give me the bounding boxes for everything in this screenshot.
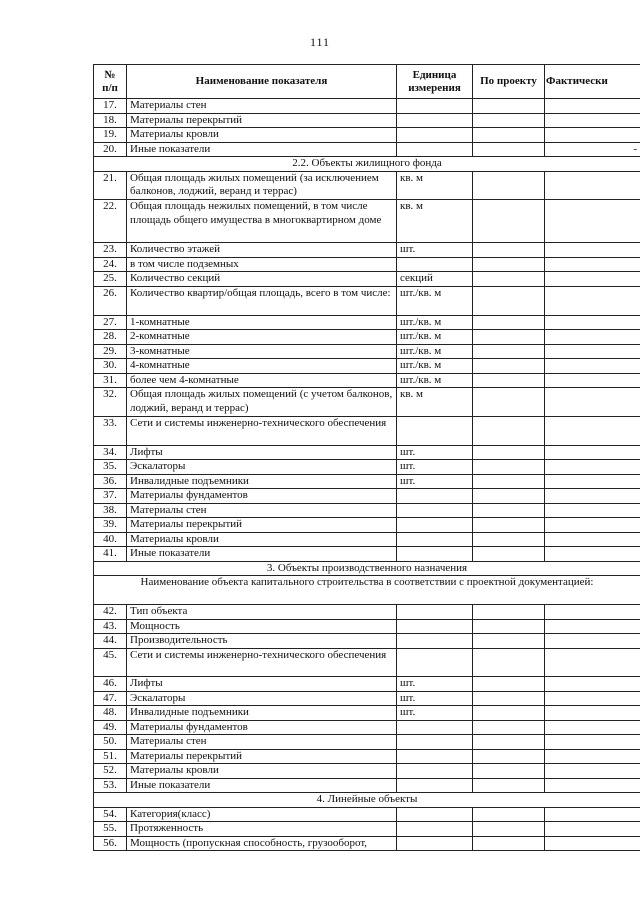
row-actual [545,706,640,721]
row-unit [397,489,473,504]
row-project [473,359,545,374]
row-number: 34. [94,445,127,460]
table-row [94,764,640,779]
row-name: Количество секций [127,272,397,287]
row-project [473,720,545,735]
row-project [473,286,545,315]
row-project [473,735,545,750]
table-row [94,373,640,388]
row-name: Общая площадь жилых помещений (с учетом балконов, лоджий, веранд и террас) [127,388,397,417]
row-actual [545,532,640,547]
row-number: 31. [94,373,127,388]
table-row [94,605,640,620]
section-row [94,793,640,808]
row-actual [545,315,640,330]
row-actual: - [545,142,640,157]
row-actual [545,720,640,735]
row-unit: шт./кв. м [397,373,473,388]
table-row [94,619,640,634]
row-number: 48. [94,706,127,721]
row-unit [397,749,473,764]
row-actual [545,503,640,518]
table-row [94,706,640,721]
table-row [94,503,640,518]
row-unit [397,778,473,793]
section-title: 4. Линейные объекты [94,793,640,808]
header-project: По проекту [473,65,545,99]
row-actual [545,200,640,243]
row-actual [545,764,640,779]
row-unit [397,142,473,157]
row-actual [545,778,640,793]
row-number: 23. [94,243,127,258]
row-name: 1-комнатные [127,315,397,330]
row-actual [545,359,640,374]
row-number: 21. [94,171,127,200]
table-row [94,547,640,562]
table-row [94,359,640,374]
row-project [473,330,545,345]
row-actual [545,749,640,764]
row-name: Материалы перекрытий [127,749,397,764]
row-actual [545,648,640,677]
row-number: 30. [94,359,127,374]
row-number: 27. [94,315,127,330]
row-number: 32. [94,388,127,417]
row-project [473,113,545,128]
row-project [473,388,545,417]
row-number: 53. [94,778,127,793]
row-actual [545,128,640,143]
row-project [473,200,545,243]
row-name: Сети и системы инженерно-технического обеспечения [127,648,397,677]
row-name: более чем 4-комнатные [127,373,397,388]
row-number: 56. [94,836,127,851]
row-project [473,532,545,547]
table-row [94,460,640,475]
row-actual [545,445,640,460]
section-row [94,561,640,576]
row-project [473,807,545,822]
table-row [94,99,640,114]
row-project [473,619,545,634]
row-actual [545,171,640,200]
row-project [473,749,545,764]
table-row [94,243,640,258]
row-number: 39. [94,518,127,533]
row-project [473,257,545,272]
row-project [473,503,545,518]
table-row [94,691,640,706]
row-actual [545,344,640,359]
row-actual [545,272,640,287]
row-actual [545,518,640,533]
row-number: 18. [94,113,127,128]
row-actual [545,489,640,504]
table-row [94,272,640,287]
row-unit [397,605,473,620]
row-actual [545,836,640,851]
row-number: 36. [94,474,127,489]
table-row [94,445,640,460]
row-name: Мощность (пропускная способность, грузооборот, [127,836,397,851]
row-number: 38. [94,503,127,518]
row-project [473,836,545,851]
row-project [473,171,545,200]
row-name: 4-комнатные [127,359,397,374]
row-number: 37. [94,489,127,504]
section-title: 3. Объекты производственного назначения [94,561,640,576]
row-actual [545,822,640,837]
row-name: Материалы стен [127,503,397,518]
row-name: 3-комнатные [127,344,397,359]
row-name: Протяженность [127,822,397,837]
table-row [94,489,640,504]
indicators-table [93,64,640,851]
row-project [473,315,545,330]
row-actual [545,677,640,692]
row-actual [545,373,640,388]
row-actual [545,735,640,750]
row-name: Мощность [127,619,397,634]
table-row [94,142,640,157]
row-name: Общая площадь жилых помещений (за исключением балконов, лоджий, веранд и террас) [127,171,397,200]
row-name: Материалы фундаментов [127,720,397,735]
row-name: Материалы фундаментов [127,489,397,504]
row-name: Лифты [127,677,397,692]
row-actual [545,417,640,446]
table-row [94,330,640,345]
table-row [94,749,640,764]
row-name: Иные показатели [127,547,397,562]
row-unit: шт. [397,445,473,460]
row-project [473,677,545,692]
section-row [94,576,640,605]
row-number: 41. [94,547,127,562]
row-unit [397,735,473,750]
row-unit [397,113,473,128]
header-number: № п/п [94,65,127,99]
row-project [473,778,545,793]
table-row [94,344,640,359]
row-name: Иные показатели [127,142,397,157]
row-number: 51. [94,749,127,764]
row-name: Материалы перекрытий [127,518,397,533]
section-row [94,157,640,172]
row-unit [397,822,473,837]
row-name: Общая площадь нежилых помещений, в том числе площадь общего имущества в многоквартирном доме [127,200,397,243]
row-unit: шт./кв. м [397,315,473,330]
row-actual [545,460,640,475]
row-unit: шт. [397,460,473,475]
row-project [473,272,545,287]
header-name: Наименование показателя [127,65,397,99]
row-name: Производительность [127,634,397,649]
row-number: 40. [94,532,127,547]
row-number: 29. [94,344,127,359]
row-unit [397,257,473,272]
table-row [94,417,640,446]
row-unit [397,417,473,446]
row-actual [545,691,640,706]
header-unit: Единица измерения [397,65,473,99]
row-number: 17. [94,99,127,114]
row-actual [545,619,640,634]
table-row [94,388,640,417]
row-number: 45. [94,648,127,677]
section-title: 2.2. Объекты жилищного фонда [94,157,640,172]
row-name: Категория(класс) [127,807,397,822]
row-number: 54. [94,807,127,822]
row-name: Количество этажей [127,243,397,258]
table-row [94,200,640,243]
row-project [473,605,545,620]
row-project [473,373,545,388]
row-name: 2-комнатные [127,330,397,345]
row-name: Материалы стен [127,99,397,114]
row-unit: шт./кв. м [397,286,473,315]
row-name: Количество квартир/общая площадь, всего в том числе: [127,286,397,315]
row-project [473,706,545,721]
row-name: Лифты [127,445,397,460]
row-number: 44. [94,634,127,649]
row-unit [397,518,473,533]
row-unit: кв. м [397,171,473,200]
table-row [94,822,640,837]
row-project [473,547,545,562]
row-project [473,489,545,504]
row-unit: кв. м [397,200,473,243]
row-name: Инвалидные подъемники [127,474,397,489]
row-number: 22. [94,200,127,243]
header-actual: Фактически [545,65,640,99]
row-name: в том числе подземных [127,257,397,272]
row-number: 46. [94,677,127,692]
row-number: 49. [94,720,127,735]
row-actual [545,330,640,345]
row-number: 47. [94,691,127,706]
row-actual [545,605,640,620]
row-name: Материалы перекрытий [127,113,397,128]
row-project [473,648,545,677]
row-actual [545,113,640,128]
row-unit [397,532,473,547]
row-unit [397,807,473,822]
row-unit [397,619,473,634]
row-name: Эскалаторы [127,460,397,475]
table-row [94,315,640,330]
row-number: 55. [94,822,127,837]
row-unit: шт./кв. м [397,344,473,359]
row-name: Материалы стен [127,735,397,750]
row-name: Материалы кровли [127,128,397,143]
row-project [473,243,545,258]
row-number: 26. [94,286,127,315]
page-number: 111 [309,35,331,49]
table-row [94,128,640,143]
row-unit: шт./кв. м [397,330,473,345]
row-number: 52. [94,764,127,779]
row-project [473,417,545,446]
row-project [473,128,545,143]
row-unit: шт./кв. м [397,359,473,374]
row-number: 42. [94,605,127,620]
row-name: Материалы кровли [127,532,397,547]
row-project [473,822,545,837]
row-actual [545,807,640,822]
row-actual [545,547,640,562]
table-row [94,532,640,547]
row-unit [397,99,473,114]
table-header-row [94,65,640,99]
row-number: 24. [94,257,127,272]
row-unit [397,720,473,735]
row-unit [397,764,473,779]
table-row [94,518,640,533]
table-row [94,807,640,822]
table-row [94,634,640,649]
row-unit [397,547,473,562]
row-unit: шт. [397,474,473,489]
row-name: Эскалаторы [127,691,397,706]
row-name: Тип объекта [127,605,397,620]
row-name: Материалы кровли [127,764,397,779]
row-unit [397,503,473,518]
table-row [94,257,640,272]
row-unit [397,648,473,677]
row-name: Инвалидные подъемники [127,706,397,721]
table-row [94,286,640,315]
row-unit [397,634,473,649]
row-project [473,764,545,779]
row-project [473,518,545,533]
row-actual [545,243,640,258]
row-unit: секций [397,272,473,287]
row-number: 35. [94,460,127,475]
row-number: 28. [94,330,127,345]
table-row [94,836,640,851]
row-actual [545,99,640,114]
table-row [94,474,640,489]
row-number: 43. [94,619,127,634]
row-unit: шт. [397,691,473,706]
row-actual [545,286,640,315]
row-project [473,445,545,460]
row-project [473,99,545,114]
section-title: Наименование объекта капитального строительства в соответствии с проектной документацией: [94,576,640,605]
table-row [94,113,640,128]
row-unit [397,836,473,851]
row-unit: шт. [397,677,473,692]
row-actual [545,388,640,417]
row-unit: шт. [397,706,473,721]
row-project [473,460,545,475]
row-project [473,634,545,649]
row-actual [545,474,640,489]
table-row [94,720,640,735]
table-row [94,778,640,793]
table-row [94,648,640,677]
row-number: 50. [94,735,127,750]
row-number: 19. [94,128,127,143]
row-project [473,691,545,706]
table-row [94,735,640,750]
row-unit: шт. [397,243,473,258]
row-number: 20. [94,142,127,157]
row-project [473,142,545,157]
table-row [94,677,640,692]
row-number: 33. [94,417,127,446]
row-actual [545,257,640,272]
row-name: Иные показатели [127,778,397,793]
row-name: Сети и системы инженерно-технического обеспечения [127,417,397,446]
row-number: 25. [94,272,127,287]
table-row [94,171,640,200]
row-unit: кв. м [397,388,473,417]
row-project [473,474,545,489]
row-unit [397,128,473,143]
row-actual [545,634,640,649]
row-project [473,344,545,359]
